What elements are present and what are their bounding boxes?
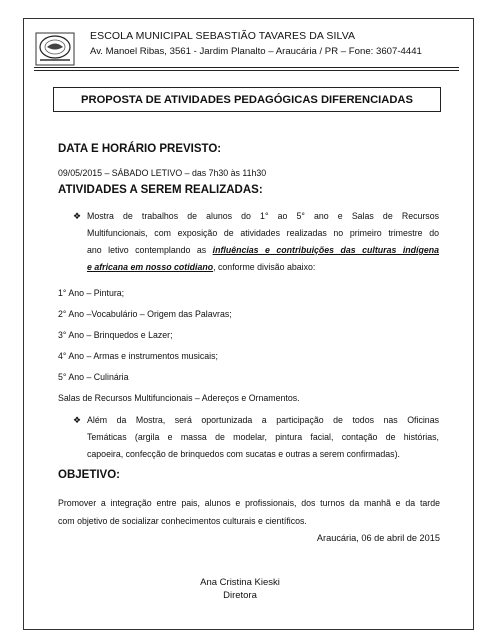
objective-text xyxy=(58,494,440,530)
header-divider-2 xyxy=(34,70,459,71)
objective-heading: OBJETIVO: xyxy=(58,469,120,481)
activities-heading: ATIVIDADES A SEREM REALIZADAS: xyxy=(58,184,263,196)
document-title-box xyxy=(53,87,441,112)
activity-bullet-2 xyxy=(73,412,439,463)
bullet2-line-3: capoeira, confecção de brinquedos com sucatas e outras a serem confirmadas). xyxy=(87,449,400,459)
document-title: PROPOSTA DE ATIVIDADES PEDAGÓGICAS DIFERENCIADAS xyxy=(81,93,413,106)
header-divider xyxy=(34,67,459,68)
bullet2-line-1: Além da Mostra, será oportunizada a participação de todos nas Oficinas xyxy=(87,415,439,425)
bullet1-line-4 xyxy=(87,259,439,276)
bullet1-line-3-text: ano letivo contemplando as xyxy=(87,245,213,255)
diamond-bullet-icon: ❖ xyxy=(73,415,82,425)
bullet1-line-2: Multifuncionais, com exposição de atividades realizadas no primeiro trimestre do xyxy=(87,228,439,238)
diamond-bullet-icon: ❖ xyxy=(73,211,82,221)
bullet1-line-3 xyxy=(87,242,439,259)
date-place: Araucária, 06 de abril de 2015 xyxy=(316,533,440,543)
signature-role: Diretora xyxy=(223,590,257,601)
bullet1-emphasis-a: influências e contribuições das culturas indígena xyxy=(212,245,440,255)
year-1: 1° Ano – Pintura; xyxy=(58,288,125,298)
school-name: ESCOLA MUNICIPAL SEBASTIÃO TAVARES DA SILVA xyxy=(90,30,356,42)
objective-line-2: com objetivo de socializar conhecimentos culturais e científicos. xyxy=(58,516,307,526)
year-4: 4° Ano – Armas e instrumentos musicais; xyxy=(58,351,218,361)
schedule-text: 09/05/2015 – SÁBADO LETIVO – das 7h30 às 11h30 xyxy=(58,168,267,178)
year-2: 2° Ano –Vocabulário – Origem das Palavras; xyxy=(58,309,232,319)
bullet1-line-1: Mostra de trabalhos de alunos do 1° ao 5° ano e Salas de Recursos xyxy=(87,211,439,221)
signature-name: Ana Cristina Kieski xyxy=(200,577,280,588)
bullet1-tail: , conforme divisão abaixo: xyxy=(213,262,316,272)
objective-line-1: Promover a integração entre pais, alunos e profissionais, dos turnos da manhã e da tarde xyxy=(58,498,440,508)
resource-rooms: Salas de Recursos Multifuncionais – Adereços e Ornamentos. xyxy=(58,393,300,403)
school-emblem-icon xyxy=(35,32,75,66)
schedule-heading: DATA E HORÁRIO PREVISTO: xyxy=(58,143,222,155)
year-5: 5° Ano – Culinária xyxy=(58,372,129,382)
school-address: Av. Manoel Ribas, 3561 - Jardim Planalto – Araucária / PR – Fone: 3607-4441 xyxy=(90,46,422,57)
year-3: 3° Ano – Brinquedos e Lazer; xyxy=(58,330,173,340)
bullet2-line-2: Temáticas (argila e massa de modelar, pintura facial, contação de histórias, xyxy=(87,432,439,442)
bullet1-emphasis-b: e africana em nosso cotidiano xyxy=(87,262,214,272)
activity-bullet-1 xyxy=(73,208,440,276)
